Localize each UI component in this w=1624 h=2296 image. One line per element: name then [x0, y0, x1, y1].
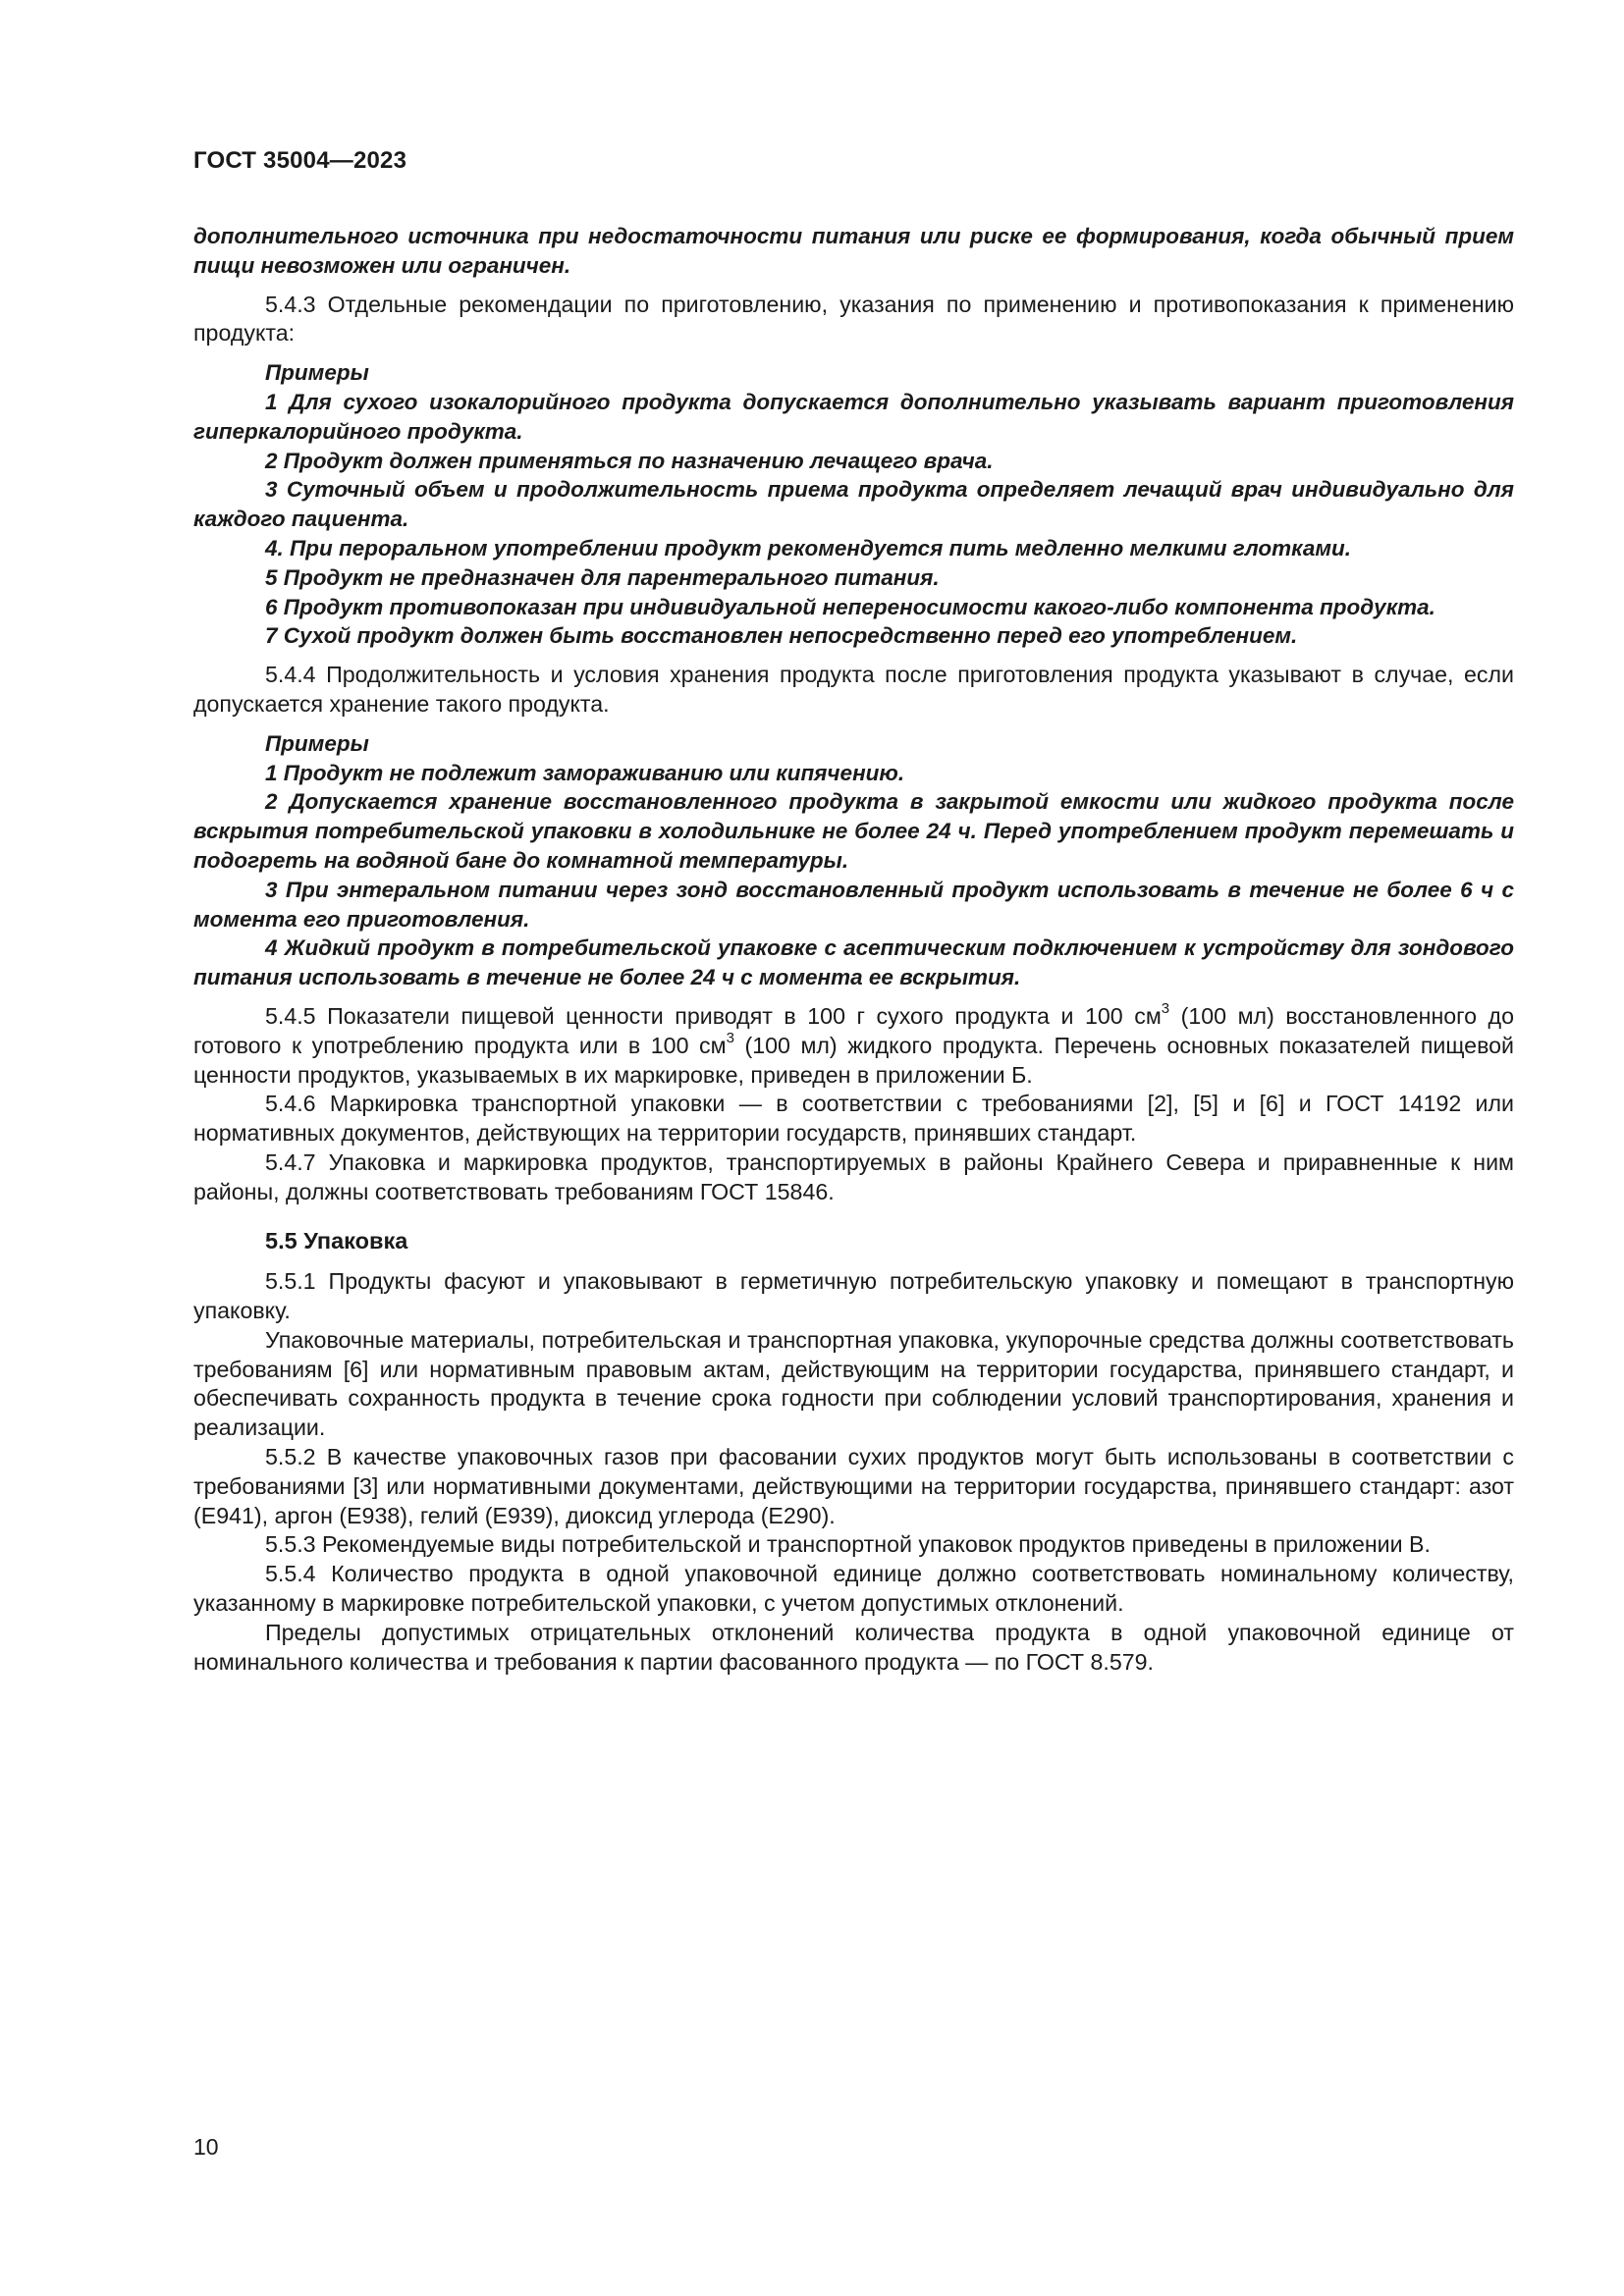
- examples-block-5-4-4: [193, 729, 1514, 992]
- paragraph-packaging-materials: Упаковочные материалы, потребительская и транспортная упаковка, укупорочные средства должны соответствовать требованиям [6] или нормативным правовым актам, действующим на территории государства, принявшего стандарт, и обеспечивать сохранность продукта в течение срока годности при соблюдении условий транспортирования, хранения и реализации.: [193, 1326, 1514, 1441]
- clause-5-4-5-part3: (100 мл) жидкого продукта. Перечень основных показателей пищевой ценности продуктов, указываемых в их маркировке, приведен в приложении Б.: [193, 1032, 1514, 1088]
- example-item: 1 Продукт не подлежит замораживанию или кипячению.: [265, 760, 905, 785]
- clause-5-4-5-part2: (100 мл) восстановленного до готового к употреблению продукта или в 100 см: [193, 1002, 1514, 1058]
- clause-5-5-1: 5.5.1 Продукты фасуют и упаковывают в герметичную потребительскую упаковку и помещают в транспортную упаковку.: [193, 1268, 1514, 1324]
- clause-5-4-4: 5.4.4 Продолжительность и условия хранения продукта после приготовления продукта указывают в случае, если допускается хранение такого продукта.: [193, 662, 1514, 717]
- clause-5-5-3: 5.5.3 Рекомендуемые виды потребительской и транспортной упаковок продуктов приведены в приложении В.: [265, 1531, 1431, 1558]
- superscript: 3: [726, 1029, 734, 1046]
- clause-5-4-5: [193, 1002, 1514, 1090]
- clause-5-5-4: 5.5.4 Количество продукта в одной упаковочной единице должно соответствовать номинальному количеству, указанному в маркировке потребительской упаковки, с учетом допустимых отклонений.: [193, 1561, 1514, 1617]
- example-item: 4 Жидкий продукт в потребительской упаковке с асептическим подключением к устройству для зондового питания использовать в течение не более 24 ч с момента ее вскрытия.: [193, 935, 1514, 990]
- example-item: 3 Суточный объем и продолжительность приема продукта определяет лечащий врач индивидуально для каждого пациента.: [193, 477, 1514, 532]
- examples-title: Примеры: [265, 360, 369, 386]
- superscript: 3: [1161, 1000, 1170, 1018]
- example-item: 3 При энтеральном питании через зонд восстановленный продукт использовать в течение не более 6 ч с момента его приготовления.: [193, 877, 1514, 932]
- document-header: ГОСТ 35004—2023: [193, 147, 407, 174]
- paragraph-deviation-limits: Пределы допустимых отрицательных отклонений количества продукта в одной упаковочной единице от номинального количества и требования к партии фасованного продукта — по ГОСТ 8.579.: [193, 1619, 1514, 1675]
- example-item: 1 Для сухого изокалорийного продукта допускается дополнительно указывать вариант приготовления гиперкалорийного продукта.: [193, 389, 1514, 444]
- continued-paragraph: дополнительного источника при недостаточности питания или риске ее формирования, когда обычный прием пищи невозможен или ограничен.: [193, 224, 1514, 278]
- example-item: 2 Допускается хранение восстановленного продукта в закрытой емкости или жидкого продукта после вскрытия потребительской упаковки в холодильнике не более 24 ч. Перед употреблением продукт перемешать и подогреть на водяной бане до комнатной температуры.: [193, 789, 1514, 873]
- section-heading-5-5: 5.5 Упаковка: [265, 1227, 408, 1254]
- document-body: [193, 222, 1514, 1677]
- clause-5-5-2: 5.5.2 В качестве упаковочных газов при фасовании сухих продуктов могут быть использованы в соответствии с требованиями [3] или нормативными документами, действующими на территории государства, принявшего стандарт: азот (Е941), аргон (Е938), гелий (Е939), диоксид углерода (Е290).: [193, 1444, 1514, 1528]
- examples-block-5-4-3: [193, 358, 1514, 651]
- examples-title: Примеры: [265, 730, 369, 756]
- example-item: 4. При пероральном употреблении продукт рекомендуется пить медленно мелкими глотками.: [265, 535, 1351, 561]
- example-item: 7 Сухой продукт должен быть восстановлен непосредственно перед его употреблением.: [265, 623, 1298, 649]
- page-number: 10: [193, 2134, 219, 2160]
- clause-5-4-5-part1: 5.4.5 Показатели пищевой ценности приводят в 100 г сухого продукта и 100 см: [265, 1002, 1162, 1029]
- clause-5-4-7: 5.4.7 Упаковка и маркировка продуктов, транспортируемых в районы Крайнего Севера и приравненные к ним районы, должны соответствовать требованиям ГОСТ 15846.: [193, 1148, 1514, 1204]
- clause-5-4-6: 5.4.6 Маркировка транспортной упаковки — в соответствии с требованиями [2], [5] и [6] и ГОСТ 14192 или нормативных документов, действующих на территории государств, принявших стандарт.: [193, 1091, 1514, 1147]
- clause-5-4-3: 5.4.3 Отдельные рекомендации по приготовлению, указания по применению и противопоказания к применению продукта:: [193, 291, 1514, 347]
- example-item: 6 Продукт противопоказан при индивидуальной непереносимости какого-либо компонента продукта.: [265, 594, 1435, 619]
- example-item: 5 Продукт не предназначен для парентерального питания.: [265, 564, 940, 590]
- example-item: 2 Продукт должен применяться по назначению лечащего врача.: [265, 448, 994, 473]
